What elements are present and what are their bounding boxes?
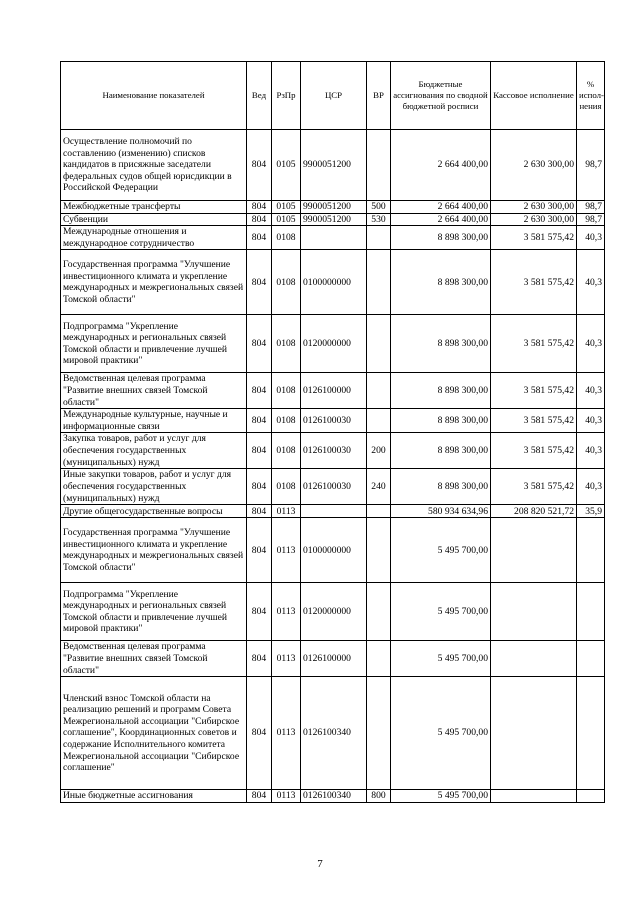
cell-budget: 2 664 400,00 bbox=[391, 213, 491, 226]
cell-pct bbox=[577, 518, 605, 583]
cell-csr: 0126100340 bbox=[301, 677, 367, 790]
cell-rzpr: 0113 bbox=[272, 677, 301, 790]
cell-vr bbox=[367, 226, 391, 250]
cell-budget: 5 495 700,00 bbox=[391, 790, 491, 803]
table-row bbox=[61, 213, 605, 226]
cell-csr: 0126100030 bbox=[301, 433, 367, 469]
table-row bbox=[61, 469, 605, 505]
cell-pct: 40,3 bbox=[577, 226, 605, 250]
cell-csr bbox=[301, 226, 367, 250]
table-row bbox=[61, 790, 605, 803]
cell-cash bbox=[491, 583, 577, 641]
cell-cash: 3 581 575,42 bbox=[491, 409, 577, 433]
header-name: Наименование показателей bbox=[61, 62, 247, 130]
cell-name: Иные закупки товаров, работ и услуг для обеспечения государственных (муниципальных) нужд bbox=[61, 469, 247, 505]
cell-cash bbox=[491, 677, 577, 790]
header-ved: Вед bbox=[247, 62, 272, 130]
cell-ved: 804 bbox=[247, 505, 272, 518]
cell-ved: 804 bbox=[247, 315, 272, 373]
cell-csr: 0126100030 bbox=[301, 409, 367, 433]
cell-rzpr: 0113 bbox=[272, 505, 301, 518]
cell-csr: 0100000000 bbox=[301, 250, 367, 315]
cell-cash bbox=[491, 790, 577, 803]
cell-name: Членский взнос Томской области на реализацию решений и программ Совета Межрегиональной ассоциации "Сибирское соглашение", Координационных советов и содержание Исполнительного комитета Межрегиональной ассоциации "Сибирское соглашение" bbox=[61, 677, 247, 790]
cell-vr bbox=[367, 130, 391, 201]
cell-csr: 0120000000 bbox=[301, 583, 367, 641]
cell-name: Международные отношения и международное сотрудничество bbox=[61, 226, 247, 250]
cell-pct: 40,3 bbox=[577, 469, 605, 505]
cell-csr: 0126100000 bbox=[301, 641, 367, 677]
cell-rzpr: 0108 bbox=[272, 250, 301, 315]
header-vr: ВР bbox=[367, 62, 391, 130]
cell-csr: 0126100030 bbox=[301, 469, 367, 505]
cell-ved: 804 bbox=[247, 201, 272, 214]
cell-vr: 240 bbox=[367, 469, 391, 505]
cell-budget: 8 898 300,00 bbox=[391, 250, 491, 315]
cell-vr: 500 bbox=[367, 201, 391, 214]
table-body bbox=[61, 130, 605, 803]
cell-ved: 804 bbox=[247, 250, 272, 315]
cell-ved: 804 bbox=[247, 790, 272, 803]
cell-rzpr: 0108 bbox=[272, 226, 301, 250]
cell-rzpr: 0105 bbox=[272, 130, 301, 201]
cell-vr: 530 bbox=[367, 213, 391, 226]
cell-budget: 5 495 700,00 bbox=[391, 677, 491, 790]
cell-budget: 8 898 300,00 bbox=[391, 315, 491, 373]
cell-vr bbox=[367, 641, 391, 677]
table-row bbox=[61, 201, 605, 214]
cell-pct: 35,9 bbox=[577, 505, 605, 518]
cell-name: Государственная программа "Улучшение инвестиционного климата и укрепление международных и межрегиональных связей Томской области" bbox=[61, 250, 247, 315]
cell-ved: 804 bbox=[247, 433, 272, 469]
cell-rzpr: 0113 bbox=[272, 790, 301, 803]
header-budget: Бюджетные ассигнования по сводной бюджетной росписи bbox=[391, 62, 491, 130]
cell-budget: 8 898 300,00 bbox=[391, 373, 491, 409]
cell-rzpr: 0105 bbox=[272, 201, 301, 214]
cell-ved: 804 bbox=[247, 469, 272, 505]
table-row bbox=[61, 583, 605, 641]
table-row bbox=[61, 226, 605, 250]
cell-csr: 0120000000 bbox=[301, 315, 367, 373]
cell-vr bbox=[367, 315, 391, 373]
cell-pct: 98,7 bbox=[577, 201, 605, 214]
cell-budget: 8 898 300,00 bbox=[391, 433, 491, 469]
cell-pct: 40,3 bbox=[577, 409, 605, 433]
cell-pct bbox=[577, 677, 605, 790]
cell-ved: 804 bbox=[247, 409, 272, 433]
cell-budget: 5 495 700,00 bbox=[391, 518, 491, 583]
cell-rzpr: 0108 bbox=[272, 315, 301, 373]
cell-rzpr: 0113 bbox=[272, 583, 301, 641]
cell-cash bbox=[491, 641, 577, 677]
cell-name: Международные культурные, научные и информационные связи bbox=[61, 409, 247, 433]
cell-name: Ведомственная целевая программа "Развитие внешних связей Томской области" bbox=[61, 641, 247, 677]
cell-rzpr: 0105 bbox=[272, 213, 301, 226]
header-cash: Кассовое исполнение bbox=[491, 62, 577, 130]
table-row bbox=[61, 130, 605, 201]
cell-name: Подпрограмма "Укрепление международных и региональных связей Томской области и привлечение лучшей мировой практики" bbox=[61, 583, 247, 641]
cell-pct bbox=[577, 790, 605, 803]
cell-ved: 804 bbox=[247, 213, 272, 226]
cell-csr: 9900051200 bbox=[301, 130, 367, 201]
header-pct: % испол-нения bbox=[577, 62, 605, 130]
cell-cash: 3 581 575,42 bbox=[491, 433, 577, 469]
cell-name: Осуществление полномочий по составлению (изменению) списков кандидатов в присяжные заседатели федеральных судов общей юрисдикции в Российской Федерации bbox=[61, 130, 247, 201]
cell-rzpr: 0108 bbox=[272, 373, 301, 409]
cell-pct: 40,3 bbox=[577, 433, 605, 469]
cell-name: Ведомственная целевая программа "Развитие внешних связей Томской области" bbox=[61, 373, 247, 409]
cell-vr: 200 bbox=[367, 433, 391, 469]
cell-cash: 2 630 300,00 bbox=[491, 201, 577, 214]
cell-name: Государственная программа "Улучшение инвестиционного климата и укрепление международных и межрегиональных связей Томской области" bbox=[61, 518, 247, 583]
cell-csr bbox=[301, 505, 367, 518]
cell-vr bbox=[367, 409, 391, 433]
cell-vr bbox=[367, 583, 391, 641]
cell-budget: 5 495 700,00 bbox=[391, 583, 491, 641]
cell-name: Иные бюджетные ассигнования bbox=[61, 790, 247, 803]
cell-cash: 3 581 575,42 bbox=[491, 250, 577, 315]
cell-rzpr: 0108 bbox=[272, 469, 301, 505]
cell-rzpr: 0108 bbox=[272, 433, 301, 469]
cell-ved: 804 bbox=[247, 583, 272, 641]
cell-pct: 98,7 bbox=[577, 213, 605, 226]
table-row bbox=[61, 641, 605, 677]
cell-name: Закупка товаров, работ и услуг для обеспечения государственных (муниципальных) нужд bbox=[61, 433, 247, 469]
cell-budget: 2 664 400,00 bbox=[391, 201, 491, 214]
cell-rzpr: 0113 bbox=[272, 518, 301, 583]
cell-vr bbox=[367, 250, 391, 315]
cell-csr: 0126100000 bbox=[301, 373, 367, 409]
cell-pct: 40,3 bbox=[577, 250, 605, 315]
cell-vr bbox=[367, 518, 391, 583]
cell-pct bbox=[577, 641, 605, 677]
cell-ved: 804 bbox=[247, 130, 272, 201]
table-row bbox=[61, 677, 605, 790]
table-row bbox=[61, 409, 605, 433]
cell-ved: 804 bbox=[247, 641, 272, 677]
table-row bbox=[61, 315, 605, 373]
cell-csr: 9900051200 bbox=[301, 213, 367, 226]
table-row bbox=[61, 373, 605, 409]
cell-csr: 0100000000 bbox=[301, 518, 367, 583]
cell-vr bbox=[367, 373, 391, 409]
cell-rzpr: 0108 bbox=[272, 409, 301, 433]
cell-cash bbox=[491, 518, 577, 583]
cell-pct: 98,7 bbox=[577, 130, 605, 201]
cell-budget: 2 664 400,00 bbox=[391, 130, 491, 201]
cell-budget: 8 898 300,00 bbox=[391, 469, 491, 505]
cell-cash: 2 630 300,00 bbox=[491, 213, 577, 226]
cell-vr bbox=[367, 677, 391, 790]
table-row bbox=[61, 518, 605, 583]
cell-name: Подпрограмма "Укрепление международных и региональных связей Томской области и привлечение лучшей мировой практики" bbox=[61, 315, 247, 373]
cell-name: Субвенции bbox=[61, 213, 247, 226]
cell-budget: 8 898 300,00 bbox=[391, 409, 491, 433]
cell-pct: 40,3 bbox=[577, 373, 605, 409]
cell-cash: 3 581 575,42 bbox=[491, 315, 577, 373]
header-csr: ЦСР bbox=[301, 62, 367, 130]
cell-name: Межбюджетные трансферты bbox=[61, 201, 247, 214]
cell-cash: 2 630 300,00 bbox=[491, 130, 577, 201]
cell-cash: 208 820 521,72 bbox=[491, 505, 577, 518]
cell-budget: 8 898 300,00 bbox=[391, 226, 491, 250]
cell-name: Другие общегосударственные вопросы bbox=[61, 505, 247, 518]
cell-ved: 804 bbox=[247, 677, 272, 790]
cell-ved: 804 bbox=[247, 518, 272, 583]
cell-vr bbox=[367, 505, 391, 518]
cell-rzpr: 0113 bbox=[272, 641, 301, 677]
cell-csr: 9900051200 bbox=[301, 201, 367, 214]
cell-pct bbox=[577, 583, 605, 641]
cell-pct: 40,3 bbox=[577, 315, 605, 373]
table-row bbox=[61, 433, 605, 469]
budget-table bbox=[60, 61, 605, 803]
cell-csr: 0126100340 bbox=[301, 790, 367, 803]
cell-ved: 804 bbox=[247, 373, 272, 409]
cell-ved: 804 bbox=[247, 226, 272, 250]
cell-cash: 3 581 575,42 bbox=[491, 373, 577, 409]
page-number: 7 bbox=[317, 858, 323, 870]
header-rzpr: РзПр bbox=[272, 62, 301, 130]
cell-budget: 580 934 634,96 bbox=[391, 505, 491, 518]
table-row bbox=[61, 250, 605, 315]
cell-vr: 800 bbox=[367, 790, 391, 803]
table-row bbox=[61, 505, 605, 518]
cell-budget: 5 495 700,00 bbox=[391, 641, 491, 677]
cell-cash: 3 581 575,42 bbox=[491, 226, 577, 250]
table-header-row bbox=[61, 62, 605, 130]
cell-cash: 3 581 575,42 bbox=[491, 469, 577, 505]
